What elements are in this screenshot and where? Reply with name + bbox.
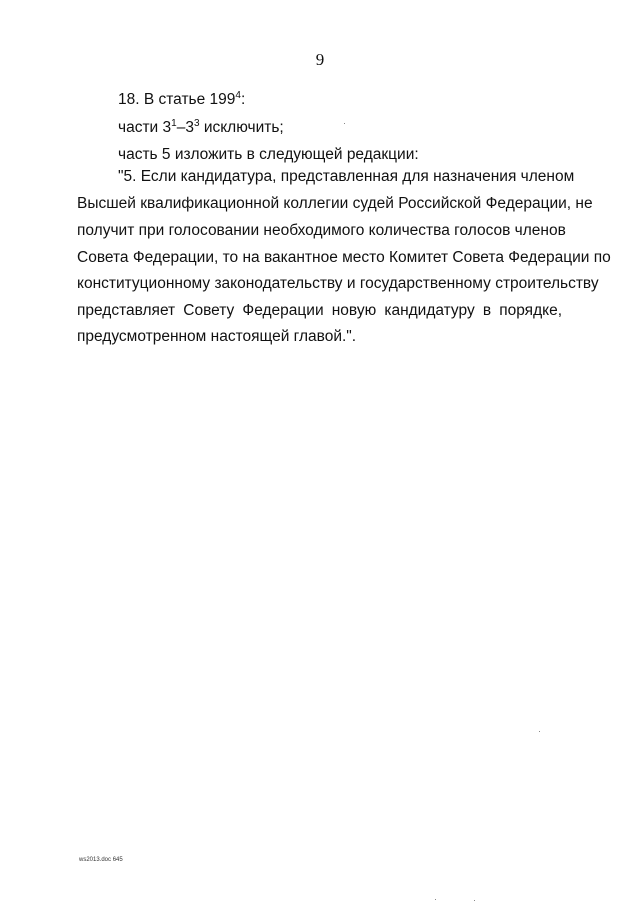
footer-file-code: ws2013.doc 645: [79, 857, 123, 863]
quote-line-6: представляет Совету Федерации новую кандидатуру в порядке,: [77, 302, 562, 319]
scan-speck: [474, 900, 475, 901]
quote-line-2: Высшей квалификационной коллегии судей Российской Федерации, не: [77, 195, 593, 212]
quote-line-7: предусмотренном настоящей главой.".: [77, 328, 357, 345]
scan-speck: [435, 899, 436, 900]
quote-line-5: конституционному законодательству и государственному строительству: [77, 275, 599, 292]
quote-line-4: Совета Федерации, то на вакантное место Комитет Совета Федерации по: [77, 249, 611, 266]
scan-speck: [539, 731, 540, 732]
page-number: 9: [315, 50, 325, 69]
item-18-heading: 18. В статье $199^4$:: [118, 89, 246, 108]
part5-intro-line: часть 5 изложить в следующей редакции:: [118, 146, 419, 163]
parts-exclude-line: части $3^1-3^3$ исключить;: [118, 117, 284, 136]
scan-speck: [344, 123, 345, 124]
quote-line-1: "5. Если кандидатура, представленная для назначения членом: [118, 168, 575, 185]
quote-line-3: получит при голосовании необходимого количества голосов членов: [77, 222, 566, 239]
